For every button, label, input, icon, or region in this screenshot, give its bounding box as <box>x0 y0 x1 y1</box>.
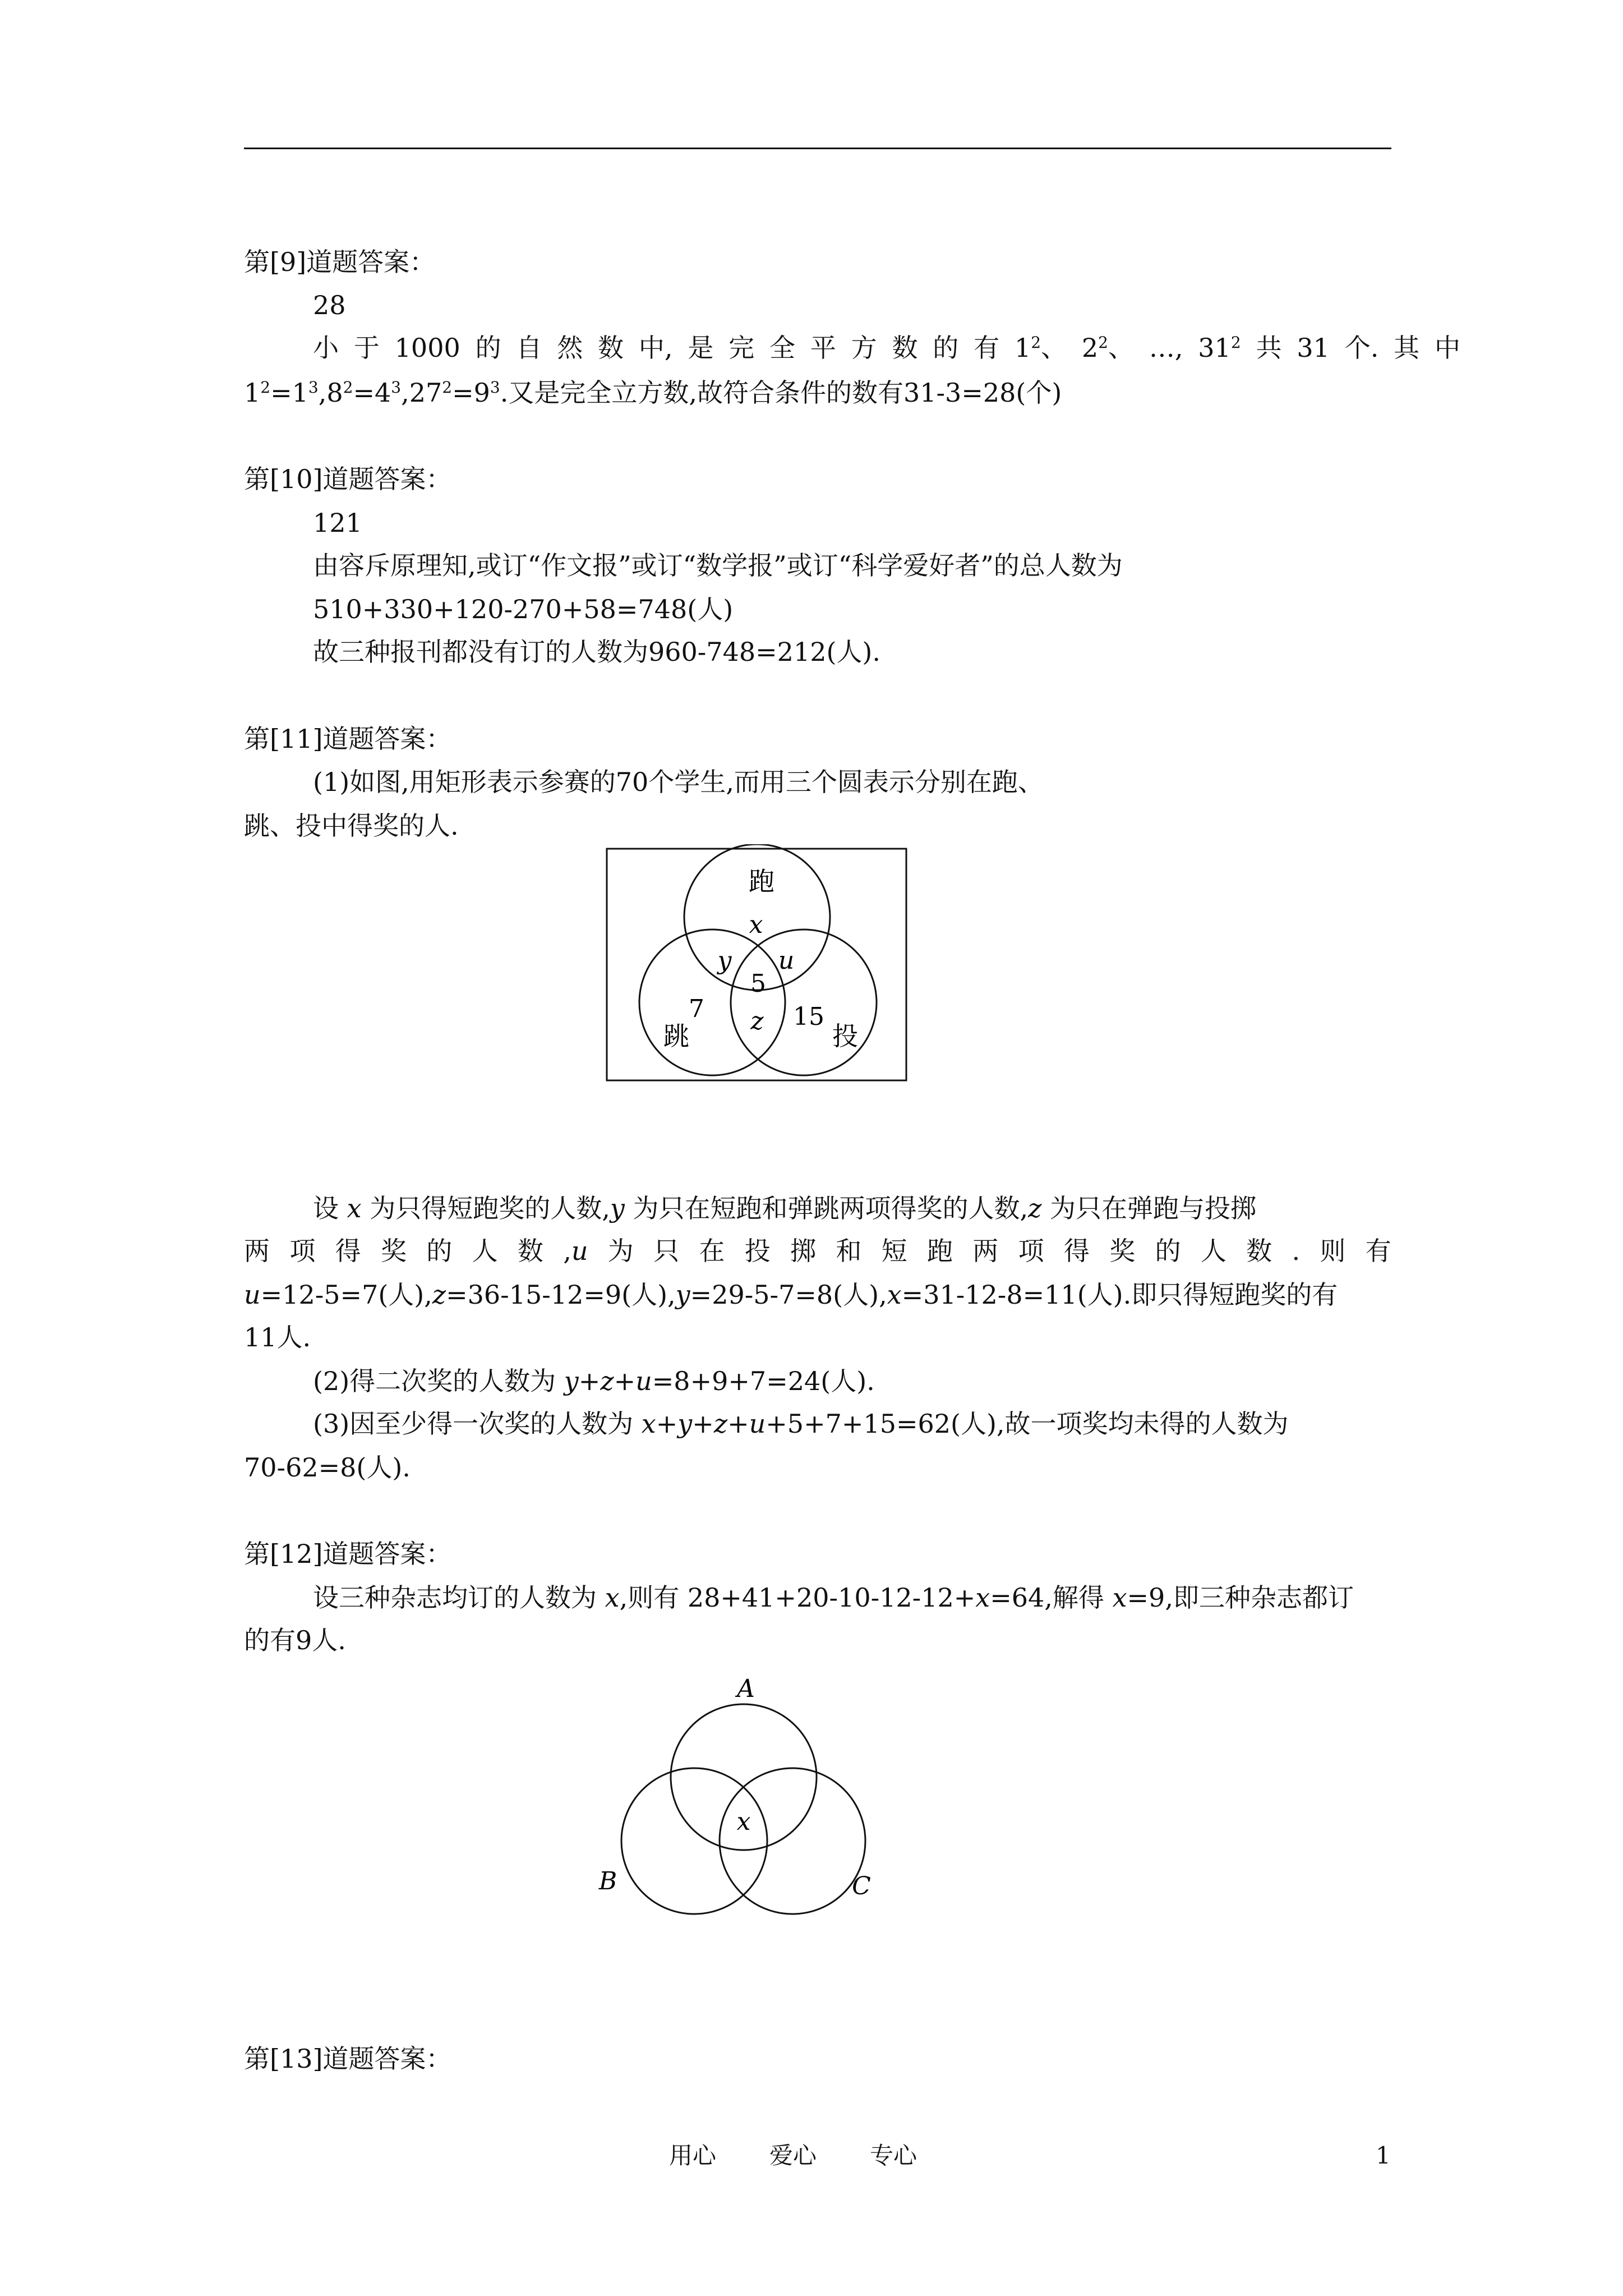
q9-line1: 小 于 1000 的 自 然 数 中, 是 完 全 平 方 数 的 有 $1^2$、 $2^2$、 …, $31^2$ 共 31 个. 其 中 <box>313 333 1460 363</box>
run-label: 跑 <box>749 866 774 896</box>
venn-jump-only-count: 7 <box>689 995 704 1023</box>
venn-x-label: x <box>749 910 763 939</box>
q12-para1: 设三种杂志均订的人数为 x,则有 28+41+20-10-12-12+x=64,解得 x=9,即三种杂志都订 <box>313 1582 1354 1613</box>
q10-line1: 由容斥原理知,或订“作文报”或订“数学报”或订“科学爱好者”的总人数为 <box>313 550 1123 581</box>
circle-c <box>720 1768 865 1914</box>
venn-center-count: 5 <box>750 969 766 998</box>
q12-para2: 的有9人. <box>244 1625 346 1655</box>
q11-intro2: 跳、投中得奖的人. <box>244 811 459 841</box>
q11-para4: 11人. <box>244 1322 311 1352</box>
venn-diagram-magazines <box>583 1669 897 1916</box>
throw-label: 投 <box>832 1021 858 1051</box>
q11-para1: 设 x 为只得短跑奖的人数,y 为只在短跑和弹跳两项得奖的人数,z 为只在弹跑与投掷 <box>313 1193 1256 1223</box>
page-number: 1 <box>1376 2142 1391 2169</box>
venn-throw-only-count: 15 <box>793 1002 824 1031</box>
q10-heading: 第[10]道题答案： <box>244 464 452 494</box>
jump-label: 跳 <box>663 1021 689 1051</box>
q13-heading: 第[13]道题答案： <box>244 2044 452 2074</box>
q10-line2: 510+330+120-270+58=748(人) <box>313 594 734 624</box>
jump-circle <box>639 930 785 1075</box>
circle-b <box>621 1768 767 1914</box>
footer-item-2: 爱心 <box>769 2142 817 2169</box>
q11-para7: 70-62=8(人). <box>244 1452 411 1483</box>
footer-item-3: 专心 <box>870 2142 917 2169</box>
venn-a-label: A <box>737 1674 755 1703</box>
q11-para3: u=12-5=7(人),z=36-15-12=9(人),y=29-5-7=8(人),x=31-12-8=11(人).即只得短跑奖的有 <box>244 1280 1338 1310</box>
header-rule <box>244 148 1391 149</box>
venn-y-label: y <box>717 946 732 975</box>
venn-diagram-sports <box>600 844 914 1085</box>
q11-intro1: (1)如图,用矩形表示参赛的70个学生,而用三个圆表示分别在跑、 <box>313 767 1044 797</box>
venn-z-label: z <box>750 1007 764 1036</box>
q11-para6: (3)因至少得一次奖的人数为 x+y+z+u+5+7+15=62(人),故一项奖均未得的人数为 <box>313 1409 1289 1439</box>
q9-answer: 28 <box>313 290 346 320</box>
q12-heading: 第[12]道题答案： <box>244 1539 452 1569</box>
venn-c-label: C <box>852 1872 871 1901</box>
q10-answer: 121 <box>313 508 362 538</box>
q9-heading: 第[9]道题答案： <box>244 247 436 277</box>
q11-heading: 第[11]道题答案： <box>244 724 452 754</box>
venn-b-label: B <box>598 1867 617 1895</box>
q11-para5: (2)得二次奖的人数为 y+z+u=8+9+7=24(人). <box>313 1366 875 1396</box>
q10-line3: 故三种报刊都没有订的人数为960-748=212(人). <box>313 637 880 667</box>
venn-x-label: x <box>736 1807 751 1836</box>
venn-u-label: u <box>778 946 795 975</box>
q9-line2: $1^2=1^3,8^2=4^3,27^2=9^3$.又是完全立方数,故符合条件的数有31-3=28(个) <box>244 378 1062 408</box>
footer-item-1: 用心 <box>669 2142 717 2169</box>
q11-para2: 两 项 得 奖 的 人 数 ,u 为 只 在 投 掷 和 短 跑 两 项 得 奖 的 人 数 . 则 有 <box>244 1236 1391 1266</box>
